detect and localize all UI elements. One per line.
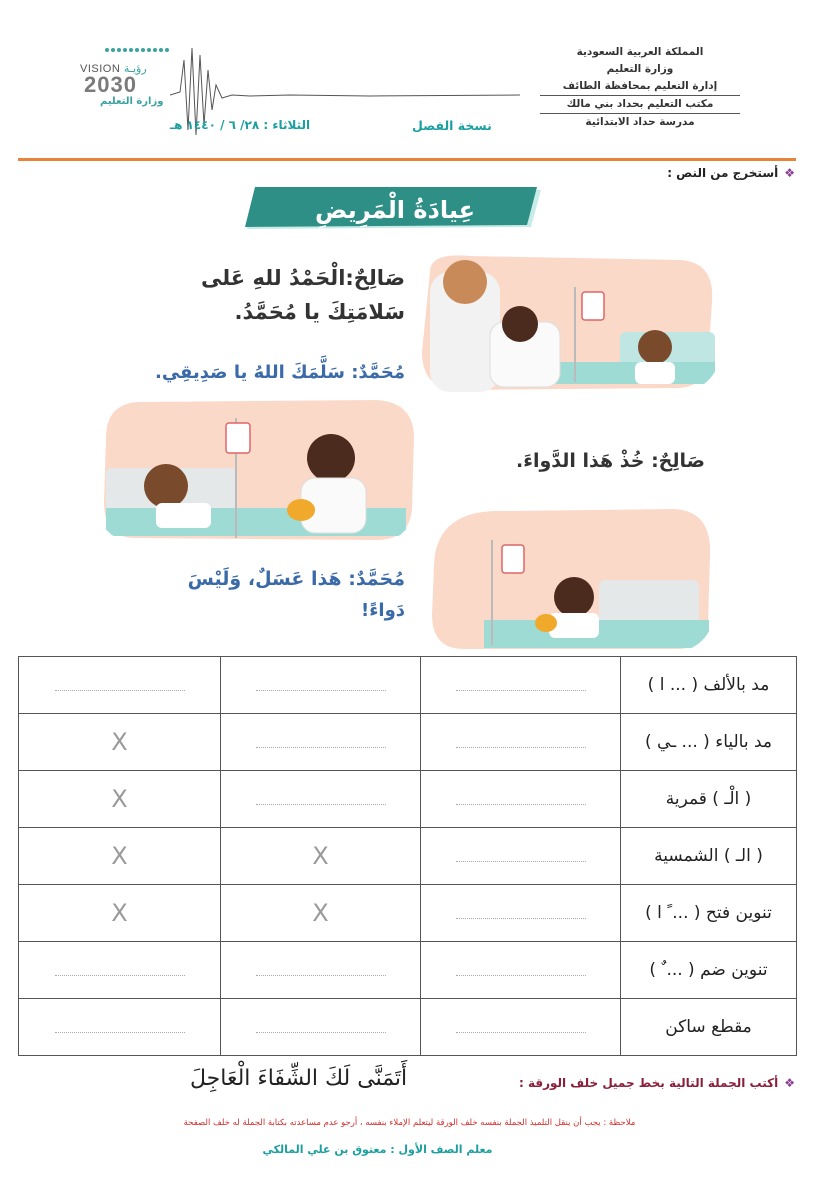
diamond-bullet-icon: ❖: [784, 1076, 795, 1090]
row-label: مد بالألف ( ... ا ): [621, 657, 797, 714]
story-line-1b: سَلامَتِكَ يا مُحَمَّدُ.: [234, 300, 405, 324]
answer-cell[interactable]: [421, 999, 621, 1056]
logo-vision-text: VISION رؤيـة: [80, 63, 147, 75]
crossed-cell: [221, 828, 421, 885]
dotted-answer-line[interactable]: [55, 1018, 185, 1033]
copy-sentence: أَتَمَنَّى لَكَ الشِّفَاءَ الْعَاجِلَ: [190, 1066, 408, 1091]
answer-cell[interactable]: [421, 942, 621, 999]
answer-cell[interactable]: [421, 828, 621, 885]
answer-cell[interactable]: [421, 885, 621, 942]
dotted-answer-line[interactable]: [256, 790, 386, 805]
row-label: ( الـ ) الشمسية: [621, 828, 797, 885]
teacher-name: معلم الصف الأول : معتوق بن علي المالكي: [262, 1143, 493, 1156]
x-mark: X: [312, 899, 329, 927]
story-line-2: مُحَمَّدٌ: سَلَّمَكَ اللهُ يا صَدِيقِي.: [155, 362, 405, 383]
answer-cell[interactable]: [221, 657, 421, 714]
story-line-4a: مُحَمَّدٌ: هَذا عَسَلٌ، وَلَيْسَ: [187, 568, 405, 590]
header-ministry: وزارة التعليم: [606, 63, 674, 75]
dotted-answer-line[interactable]: [55, 961, 185, 976]
answer-cell[interactable]: [421, 657, 621, 714]
logo-ministry: وزارة التعليم: [100, 96, 164, 107]
crossed-cell: [19, 771, 221, 828]
story-line-4b: دَواءً!: [360, 600, 405, 621]
logo-year: 2030: [84, 72, 137, 97]
table-row: [19, 714, 797, 771]
date: الثلاثاء : ٢٨/ ٦ / ١٤٤٠ هـ: [170, 118, 311, 132]
copy-label: نسخة الفصل: [412, 118, 492, 133]
header-school: مدرسة حداد الابتدائية: [585, 116, 695, 128]
dotted-answer-line[interactable]: [456, 904, 586, 919]
dotted-answer-line[interactable]: [256, 733, 386, 748]
lesson-title: عِيادَةُ الْمَرِيضِ: [314, 196, 476, 224]
answer-cell[interactable]: [221, 999, 421, 1056]
answer-cell[interactable]: [221, 714, 421, 771]
dotted-answer-line[interactable]: [256, 1018, 386, 1033]
x-mark: X: [312, 842, 329, 870]
dotted-answer-line[interactable]: [456, 961, 586, 976]
row-label: ( الْـ ) قمرية: [621, 771, 797, 828]
answer-cell[interactable]: [19, 999, 221, 1056]
crossed-cell: [19, 828, 221, 885]
dotted-answer-line[interactable]: [256, 676, 386, 691]
header-kingdom: المملكة العربية السعودية: [576, 46, 704, 58]
illustration-doctor-visit: [410, 252, 720, 392]
table-row: [19, 885, 797, 942]
header-directorate: إدارة التعليم بمحافظة الطائف: [540, 78, 740, 96]
dotted-answer-line[interactable]: [456, 676, 586, 691]
answer-cell[interactable]: [421, 771, 621, 828]
table-row: [19, 999, 797, 1056]
answer-cell[interactable]: [19, 657, 221, 714]
answer-cell[interactable]: [221, 942, 421, 999]
answer-cell[interactable]: [421, 714, 621, 771]
row-label: مد بالياء ( ... ـي ): [621, 714, 797, 771]
story-line-1a: صَالِحٌ:الْحَمْدُ للهِ عَلى: [200, 266, 405, 290]
write-instruction: [519, 1076, 795, 1090]
school-header: [550, 44, 730, 131]
table-row: [19, 657, 797, 714]
x-mark: X: [111, 899, 128, 927]
crossed-cell: [19, 885, 221, 942]
answer-cell[interactable]: [221, 771, 421, 828]
table-row: [19, 942, 797, 999]
diamond-bullet-icon: ❖: [784, 166, 795, 180]
extraction-table: [18, 656, 797, 1056]
dotted-answer-line[interactable]: [456, 790, 586, 805]
crossed-cell: [221, 885, 421, 942]
row-label: تنوين فتح ( ... ً ا ): [621, 885, 797, 942]
dotted-answer-line[interactable]: [456, 733, 586, 748]
x-mark: X: [111, 728, 128, 756]
write-instruction-text: أكتب الجملة التالية بخط جميل خلف الورقة :: [518, 1076, 779, 1090]
answer-cell[interactable]: [19, 942, 221, 999]
table-row: [19, 828, 797, 885]
extract-instruction-text: أستخرج من النص :: [667, 166, 779, 180]
x-mark: X: [111, 842, 128, 870]
teacher-note: ملاحظة : يجب أن ينقل التلميذ الجملة بنفسه خلف الورقة ليتعلم الإملاء بنفسه ، أرجو عدم مساعدته بكتابة الجملة له خلف الصفحة: [183, 1118, 636, 1128]
row-label: تنوين ضم ( ... ٌ ): [621, 942, 797, 999]
header-office: مكتب التعليم بحداد بني مالك: [540, 96, 740, 114]
dotted-answer-line[interactable]: [456, 1018, 586, 1033]
extract-instruction: [667, 166, 795, 180]
story-line-3: صَالِحٌ: خُذْ هَذا الدَّواءَ.: [516, 450, 705, 472]
illustration-honey: [424, 505, 714, 652]
row-label: مقطع ساكن: [621, 999, 797, 1056]
dotted-answer-line[interactable]: [256, 961, 386, 976]
x-mark: X: [111, 785, 128, 813]
header-divider: [18, 158, 796, 161]
crossed-cell: [19, 714, 221, 771]
illustration-medicine: [96, 398, 416, 543]
dotted-answer-line[interactable]: [456, 847, 586, 862]
dotted-answer-line[interactable]: [55, 676, 185, 691]
table-row: [19, 771, 797, 828]
